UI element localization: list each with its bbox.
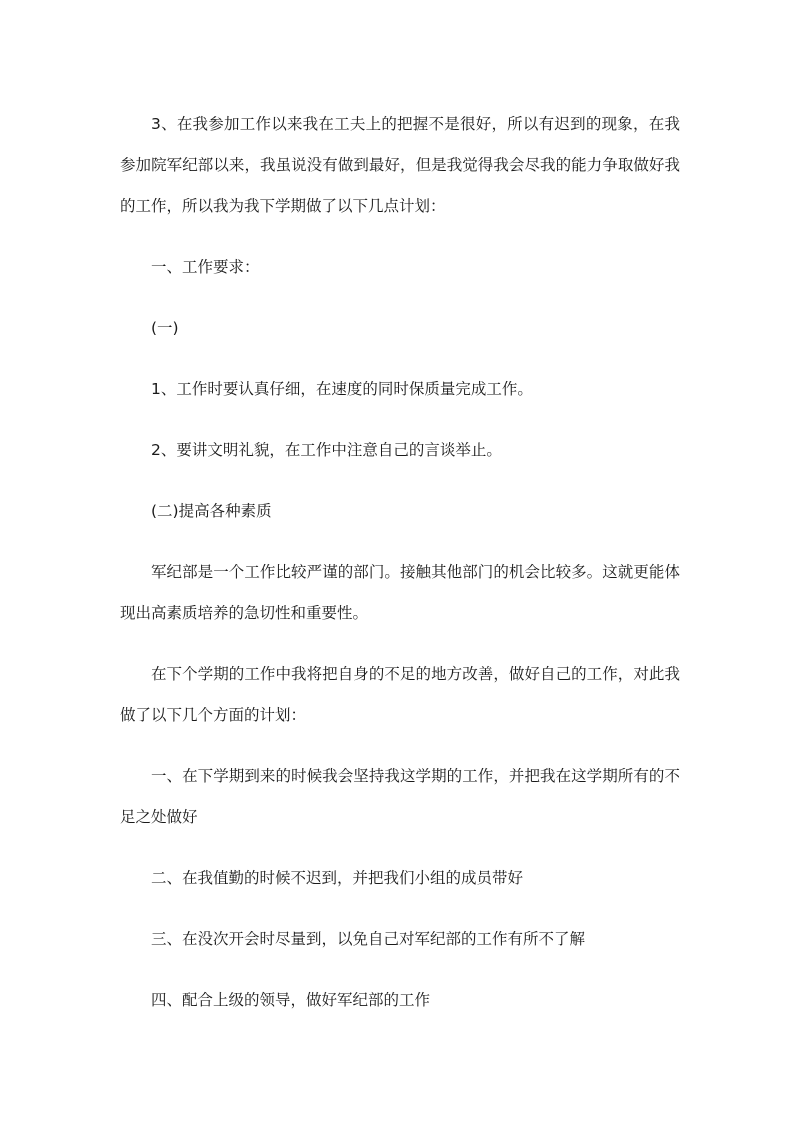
plan-item-2: 二、在我值勤的时候不迟到，并把我们小组的成员带好 (151, 869, 524, 887)
paragraph-department: 军纪部是一个工作比较严谨的部门。接触其他部门的机会比较多。这就更能体现出高素质培养的急切性和重要性。 (120, 563, 680, 622)
list-item-2: 2、要讲文明礼貌，在工作中注意自己的言谈举止。 (151, 441, 502, 459)
subheading-one: (一) (151, 319, 179, 337)
plan-item-3: 三、在没次开会时尽量到，以免自己对军纪部的工作有所不了解 (151, 930, 586, 948)
subheading-two: (二)提高各种素质 (151, 502, 272, 520)
paragraph-plan-intro: 3、在我参加工作以来我在工夫上的把握不是很好，所以有迟到的现象，在我参加院军纪部以来，我虽说没有做到最好，但是我觉得我会尽我的能力争取做好我的工作，所以我为我下学期做了以下几点计划： (120, 115, 680, 215)
list-item-1: 1、工作时要认真仔细，在速度的同时保质量完成工作。 (151, 380, 533, 398)
paragraph-next-term: 在下个学期的工作中我将把自身的不足的地方改善，做好自己的工作，对此我做了以下几个方面的计划： (120, 665, 680, 724)
plan-item-4: 四、配合上级的领导，做好军纪部的工作 (151, 991, 431, 1009)
heading-work-requirements: 一、工作要求： (151, 258, 260, 276)
document-body (120, 104, 680, 1021)
plan-item-1: 一、在下学期到来的时候我会坚持我这学期的工作，并把我在这学期所有的不足之处做好 (120, 767, 680, 826)
